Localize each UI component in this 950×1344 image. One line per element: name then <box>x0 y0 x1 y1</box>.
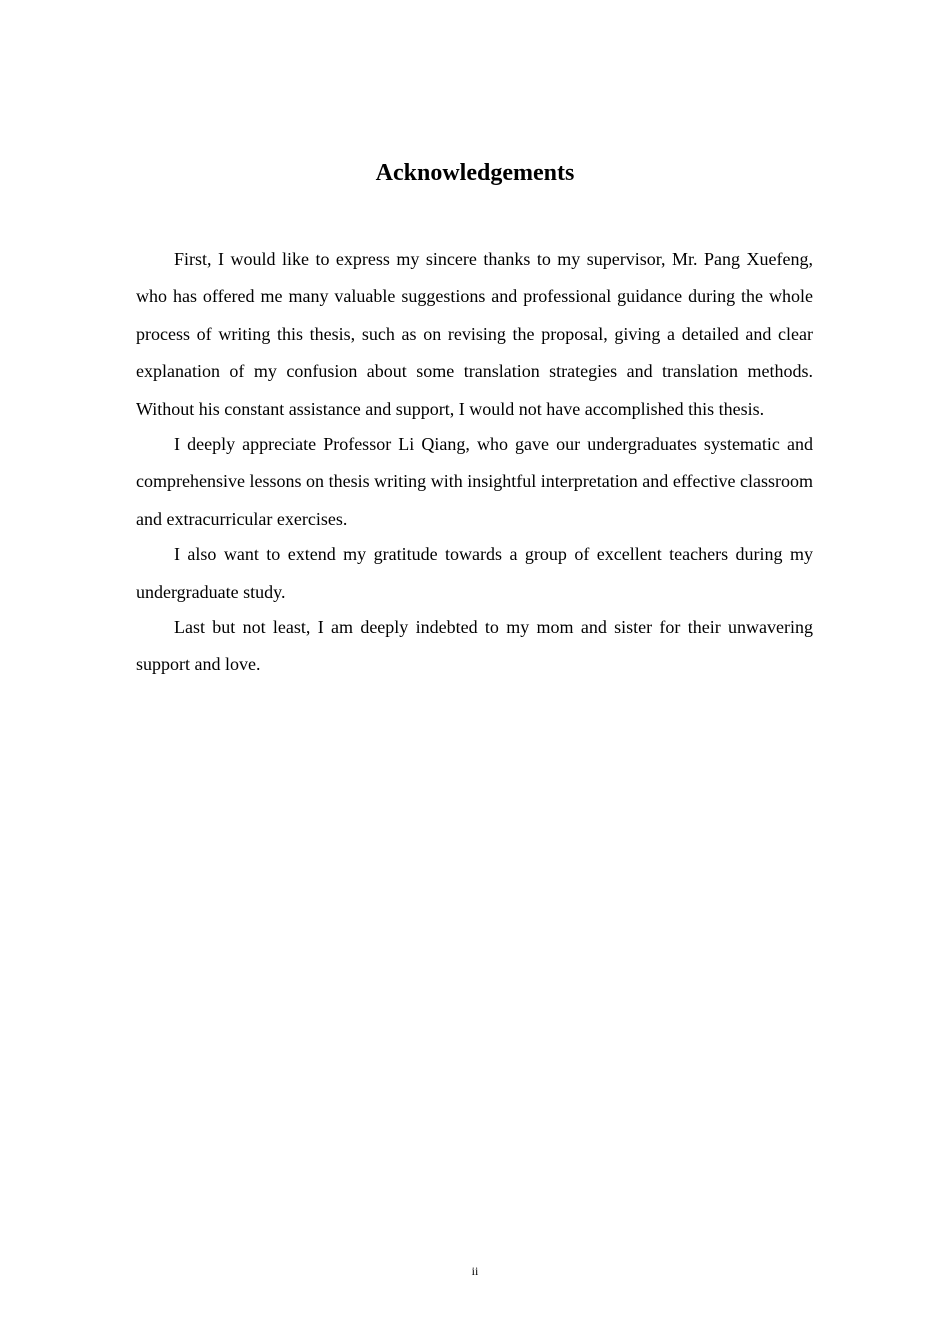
paragraph-teachers: I also want to extend my gratitude towards a group of excellent teachers during my undergraduate study. <box>136 544 813 602</box>
paragraph-family: Last but not least, I am deeply indebted to my mom and sister for their unwavering support and love. <box>136 617 813 675</box>
page-number: ii <box>471 1264 479 1278</box>
paragraph-professor: I deeply appreciate Professor Li Qiang, who gave our undergraduates systematic and comprehensive lessons on thesis writing with insightful interpretation and effective classroom and extracurricular exercises. <box>136 434 813 529</box>
acknowledgements-body <box>136 241 813 682</box>
paragraph-supervisor: First, I would like to express my sincere thanks to my supervisor, Mr. Pang Xuefeng, who has offered me many valuable suggestions and professional guidance during the whole process of writing this thesis, such as on revising the proposal, giving a detailed and clear explanation of my confusion about some translation strategies and translation methods. Without his constant assistance and support, I would not have accomplished this thesis. <box>136 249 813 419</box>
page-title: Acknowledgements <box>375 160 575 186</box>
